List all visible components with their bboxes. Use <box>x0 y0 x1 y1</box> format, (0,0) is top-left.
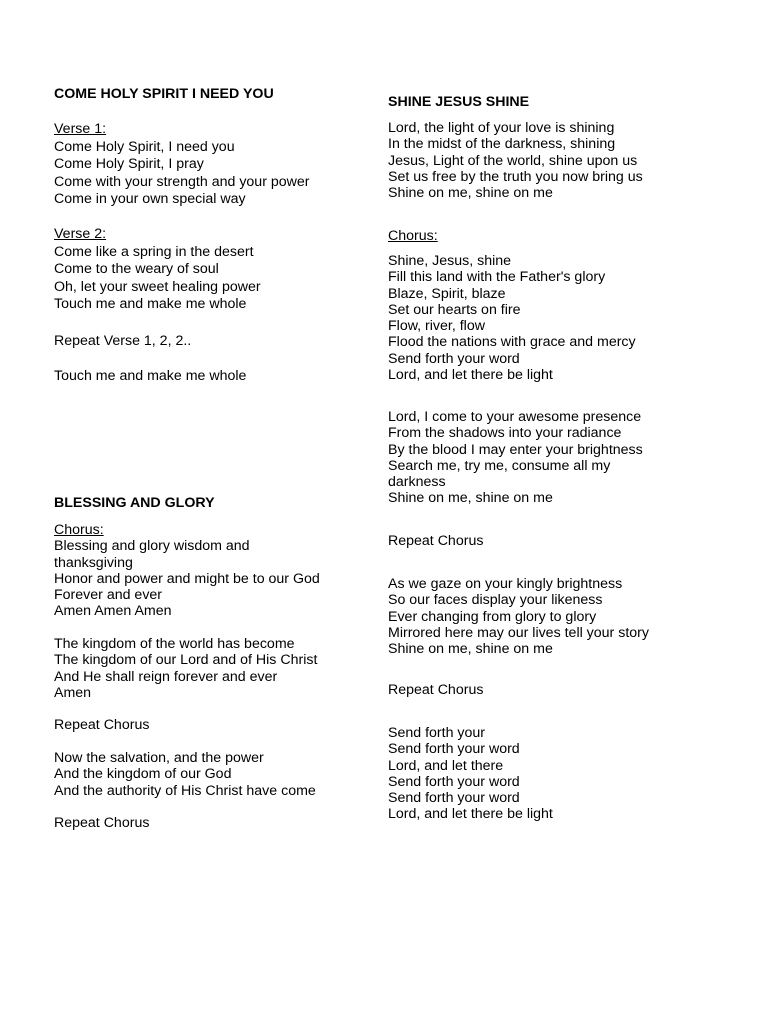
song2-stanza1 <box>54 636 317 701</box>
lyric-line: Come Holy Spirit, I pray <box>54 156 204 172</box>
lyric-line: Lord, and let there <box>388 757 504 774</box>
lyric-line: Come in your own special way <box>54 191 246 207</box>
lyric-line: Send forth your word <box>388 790 520 807</box>
song3-verse2 <box>388 409 643 507</box>
lyric-line: The kingdom of our Lord and of His Christ <box>54 652 318 669</box>
song2-repeat-chorus-2: Repeat Chorus <box>54 815 150 831</box>
lyric-line: Send forth your word <box>388 773 520 790</box>
lyric-line: Come Holy Spirit, I need you <box>54 138 235 155</box>
lyric-line: Honor and power and might be to our God <box>54 570 320 587</box>
lyric-line: Ever changing from glory to glory <box>388 608 597 625</box>
lyric-line: Blaze, Spirit, blaze <box>388 285 506 302</box>
lyric-line: Lord, I come to your awesome presence <box>388 409 642 425</box>
song1-verse1 <box>54 121 310 209</box>
song1-repeat: Repeat Verse 1, 2, 2.. <box>54 333 192 349</box>
song3-ending <box>388 725 553 823</box>
lyric-line: Mirrored here may our lives tell your story <box>388 624 649 641</box>
lyric-line: thanksgiving <box>54 554 133 571</box>
lyric-line: Lord, and let there be light <box>388 367 553 384</box>
lyric-line: Fill this land with the Father's glory <box>388 269 606 286</box>
lyric-line: Flow, river, flow <box>388 318 485 335</box>
song-title-blessing-and-glory: BLESSING AND GLORY <box>54 495 215 511</box>
lyric-line: And the kingdom of our God <box>54 766 232 783</box>
lyric-line: Flood the nations with grace and mercy <box>388 334 636 351</box>
song1-ending: Touch me and make me whole <box>54 368 247 384</box>
chorus-label: Chorus: <box>54 522 104 538</box>
lyric-line: So our faces display your likeness <box>388 592 603 609</box>
song3-chorus <box>388 253 636 383</box>
lyric-line: As we gaze on your kingly brightness <box>388 576 623 592</box>
chorus-label: Chorus: <box>388 228 438 244</box>
song3-verse3 <box>388 576 649 657</box>
song1-verse2 <box>54 226 261 314</box>
lyric-line: Oh, let your sweet healing power <box>54 278 261 295</box>
lyric-line: Send forth your <box>388 725 486 741</box>
song2-repeat-chorus: Repeat Chorus <box>54 717 150 733</box>
verse2-label: Verse 2: <box>54 226 107 242</box>
song-title-come-holy-spirit: COME HOLY SPIRIT I NEED YOU <box>54 86 274 102</box>
lyric-line: Blessing and glory wisdom and <box>54 538 250 555</box>
song2-chorus <box>54 522 320 620</box>
song3-verse1 <box>388 120 643 201</box>
lyric-line: Send forth your word <box>388 741 520 758</box>
lyric-line: And He shall reign forever and ever <box>54 668 278 685</box>
song3-repeat-chorus-2: Repeat Chorus <box>388 682 484 698</box>
lyric-line: Shine on me, shine on me <box>388 490 553 507</box>
lyric-line: Shine on me, shine on me <box>388 185 553 202</box>
lyric-line: Shine, Jesus, shine <box>388 253 512 269</box>
lyric-line: Set our hearts on fire <box>388 301 521 318</box>
lyric-line: Touch me and make me whole <box>54 296 247 312</box>
lyric-line: Lord, the light of your love is shining <box>388 120 615 136</box>
lyric-line: Jesus, Light of the world, shine upon us <box>388 152 638 169</box>
lyric-line: From the shadows into your radiance <box>388 425 622 442</box>
lyric-line: And the authority of His Christ have come <box>54 782 316 799</box>
song3-chorus-label <box>388 228 438 244</box>
lyric-line: Send forth your word <box>388 350 520 367</box>
lyric-line: Shine on me, shine on me <box>388 641 553 658</box>
lyric-line: Come like a spring in the desert <box>54 243 254 260</box>
lyric-line: Set us free by the truth you now bring us <box>388 168 643 185</box>
lyric-line: Come with your strength and your power <box>54 173 310 190</box>
song-title-shine-jesus-shine: SHINE JESUS SHINE <box>388 94 530 110</box>
lyric-line: Forever and ever <box>54 587 163 604</box>
lyric-line: The kingdom of the world has become <box>54 636 295 652</box>
song3-repeat-chorus: Repeat Chorus <box>388 533 484 549</box>
lyric-line: Search me, try me, consume all my <box>388 457 611 474</box>
lyric-line: By the blood I may enter your brightness <box>388 441 643 458</box>
lyric-line: Now the salvation, and the power <box>54 750 264 766</box>
lyric-line: Amen Amen Amen <box>54 603 172 620</box>
lyric-line: In the midst of the darkness, shining <box>388 136 616 153</box>
lyric-line: Come to the weary of soul <box>54 261 219 277</box>
lyric-line: Lord, and let there be light <box>388 806 553 823</box>
song2-stanza2 <box>54 750 316 799</box>
lyric-line: darkness <box>388 474 446 491</box>
lyric-line: Amen <box>54 684 92 701</box>
verse1-label: Verse 1: <box>54 121 107 137</box>
